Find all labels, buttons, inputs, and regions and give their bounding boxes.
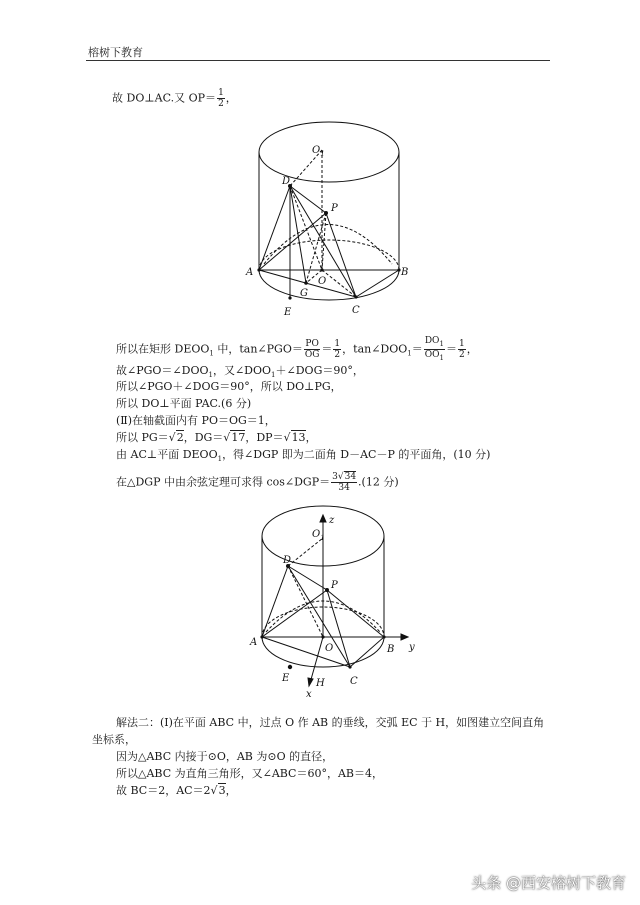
numerator: PO <box>305 338 319 349</box>
numerator: 1 <box>218 88 224 98</box>
subscript: 1 <box>209 349 214 358</box>
text: 所以在矩形 DEOO <box>116 342 210 356</box>
radicand: 3 <box>218 784 226 797</box>
text-line-7 <box>116 431 317 445</box>
cylinder-figure-2 <box>240 500 430 700</box>
text-line-5: 所以 DO⊥平面 PAC.(6 分) <box>116 397 252 410</box>
text: ， <box>225 784 237 797</box>
fraction <box>217 88 225 109</box>
text-line-2 <box>116 336 478 363</box>
subscript: 1 <box>439 353 444 362</box>
fraction <box>424 336 445 363</box>
text: ， <box>466 342 478 356</box>
text: 3√ <box>332 472 344 482</box>
text: 由 AC⊥平面 DEOO <box>116 448 218 461</box>
label-c: C <box>352 305 360 316</box>
fraction <box>331 472 357 493</box>
denominator: OG <box>304 349 320 360</box>
denominator <box>424 350 445 363</box>
text: 中，tan∠PGO＝ <box>213 342 303 356</box>
text: ，tan∠DOO <box>342 342 408 356</box>
numerator <box>331 472 357 483</box>
text: 所以 PG＝√ <box>116 431 176 444</box>
text: 故∠PGO＝∠DOO <box>116 364 209 377</box>
watermark: 头条 @西安榕树下教育 <box>471 874 626 892</box>
text: ，得∠DGP 即为二面角 D－AC－P 的平面角，(10 分) <box>222 448 491 461</box>
subscript: 1 <box>439 339 444 348</box>
subscript: 1 <box>407 349 412 358</box>
radicand: 34 <box>344 472 357 482</box>
label-h: H <box>316 678 325 689</box>
label-y: y <box>409 642 415 653</box>
label-e: E <box>284 307 292 318</box>
text-line-6: (Ⅱ)在轴截面内有 PO＝OG＝1， <box>116 414 276 427</box>
label-d: D <box>283 555 292 566</box>
label-p: P <box>331 580 338 591</box>
text: ，DG＝√ <box>183 431 231 444</box>
fraction <box>304 339 321 360</box>
subscript: 1 <box>271 371 276 380</box>
denominator: 34 <box>338 483 350 493</box>
text: 故 BC＝2，AC＝2√ <box>116 784 218 797</box>
text-line-11: 坐标系， <box>92 733 136 746</box>
text-line-1 <box>112 88 237 109</box>
denominator: 2 <box>218 99 224 109</box>
label-z: z <box>329 515 335 526</box>
label-o: O <box>325 643 334 654</box>
subscript: 1 <box>217 455 223 464</box>
label-c: C <box>350 676 358 687</box>
text: ， <box>305 431 317 444</box>
text: ＋∠DOG＝90°， <box>275 364 364 377</box>
label-b: B <box>387 644 395 655</box>
cylinder-figure-1 <box>240 112 410 322</box>
denominator: 2 <box>459 349 465 360</box>
label-p: P <box>331 203 338 214</box>
label-a: A <box>246 267 254 278</box>
fraction <box>458 339 466 360</box>
label-a: A <box>250 637 258 648</box>
label-o: O <box>318 276 327 287</box>
text-line-4: 所以∠PGO＋∠DOG＝90°，所以 DO⊥PG， <box>116 380 342 393</box>
text-line-8 <box>116 448 490 466</box>
numerator: 1 <box>459 338 465 349</box>
text: ＝ <box>411 342 423 356</box>
label-x: x <box>306 689 312 700</box>
text-line-9 <box>116 472 399 493</box>
text: ，又∠DOO <box>212 364 272 377</box>
label-e: E <box>282 673 290 684</box>
text-line-14 <box>116 784 237 798</box>
text: 在△DGP 中由余弦定理可求得 cos∠DGP＝ <box>116 475 331 489</box>
text: .(12 分) <box>358 475 399 489</box>
header-title: 榕树下教育 <box>88 46 143 59</box>
label-g: G <box>300 288 308 299</box>
denominator: 2 <box>334 349 341 360</box>
text: ， <box>225 91 237 105</box>
text: OO <box>424 349 440 360</box>
header-rule <box>86 60 550 61</box>
text: 故 DO⊥AC.又 OP＝ <box>112 91 217 105</box>
radicand: 13 <box>291 431 306 444</box>
label-o1: $O_1$ <box>312 145 325 158</box>
text: ，DP＝√ <box>245 431 291 444</box>
label-o1: $O_1$ <box>312 529 325 542</box>
label-d: D <box>282 176 291 187</box>
text-line-10: 解法二：(Ⅰ)在平面 ABC 中，过点 O 作 AB 的垂线，交弧 EC 于 H，如图建立空间直角 <box>116 716 545 729</box>
fraction <box>333 339 341 360</box>
label-b: B <box>401 267 409 278</box>
numerator <box>424 336 445 350</box>
text-line-12: 因为△ABC 内接于⊙O，AB 为⊙O 的直径， <box>116 750 334 763</box>
text: ＝ <box>446 342 457 356</box>
subscript: 1 <box>208 371 213 380</box>
text: ＝ <box>321 342 333 356</box>
radicand: 2 <box>176 431 184 444</box>
text-line-13: 所以△ABC 为直角三角形，又∠ABC＝60°，AB＝4， <box>116 767 383 780</box>
text: DO <box>424 336 440 346</box>
radicand: 17 <box>231 431 246 444</box>
numerator: 1 <box>334 338 341 349</box>
